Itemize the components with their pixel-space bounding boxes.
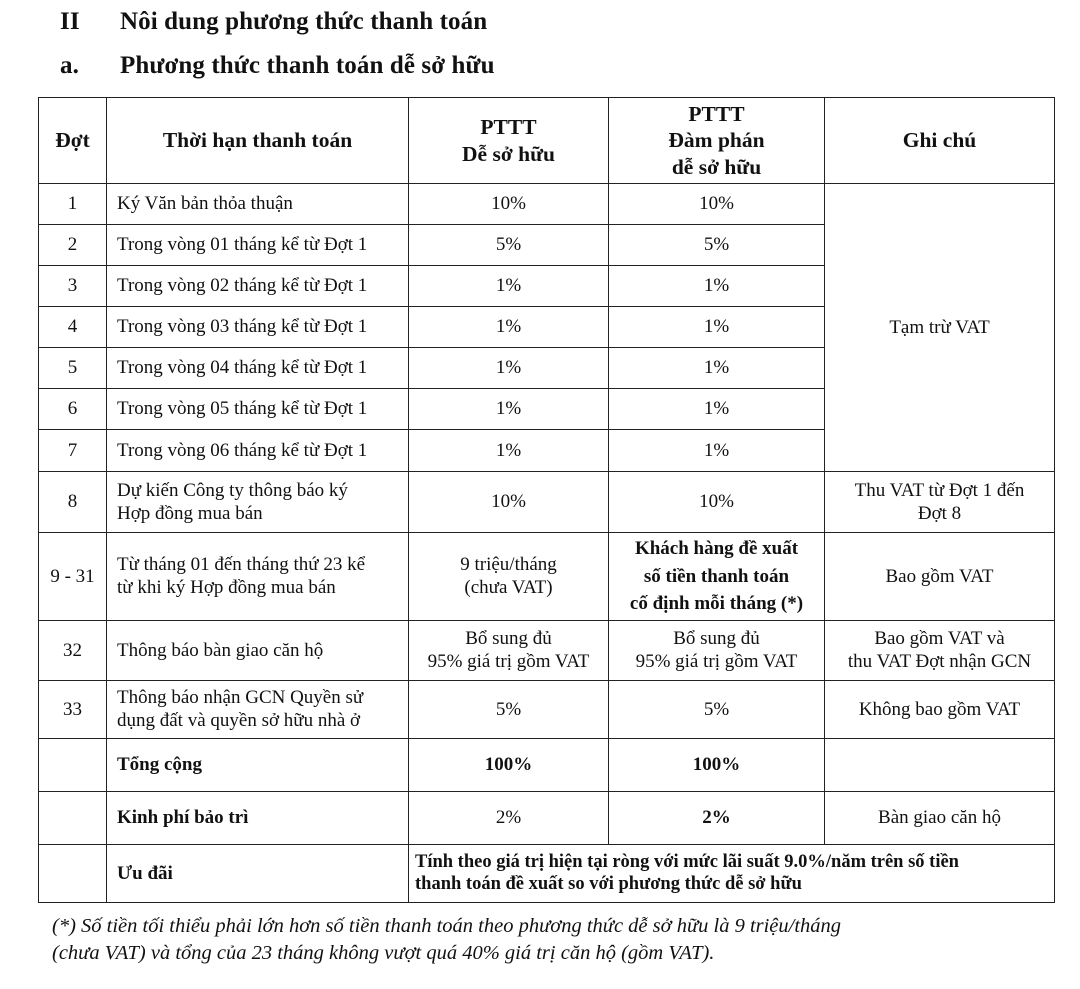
incentive-row (39, 844, 1055, 902)
row-term-line2: từ khi ký Hợp đồng mua bán (117, 577, 336, 599)
subsection-number: a. (60, 52, 79, 79)
total-value-negotiate: 100% (609, 738, 825, 791)
row-note-line1: Thu VAT từ Đợt 1 đến (854, 479, 1025, 501)
maintenance-note: Bàn giao căn hộ (825, 791, 1055, 844)
row-term: Ký Văn bản thỏa thuận (107, 184, 409, 225)
row-value-easy: 10% (409, 184, 609, 225)
table-row (39, 533, 1055, 621)
row-value-negotiate: 5% (609, 225, 825, 266)
maintenance-value-negotiate: 2% (609, 791, 825, 844)
row-value-negotiate (609, 620, 825, 680)
footnote (52, 913, 1062, 966)
row-note (825, 472, 1055, 533)
total-value-easy: 100% (409, 738, 609, 791)
header-pttt-negotiate (609, 98, 825, 184)
row-term-line2: Hợp đồng mua bán (117, 503, 263, 524)
group-note-cell: Tạm trừ VAT (825, 184, 1055, 472)
row-value-easy: 5% (409, 225, 609, 266)
header-term: Thời hạn thanh toán (107, 98, 409, 184)
row-note: Không bao gồm VAT (825, 680, 1055, 738)
row-dot (39, 791, 107, 844)
row-value-negotiate-line3: cố định mỗi tháng (*) (629, 593, 804, 615)
section-title: Nôi dung phương thức thanh toán (120, 8, 488, 35)
incentive-label: Ưu đãi (107, 844, 409, 902)
row-value-negotiate: 1% (609, 266, 825, 307)
row-value-negotiate: 1% (609, 348, 825, 389)
subsection-heading (60, 52, 495, 80)
row-value-negotiate-line2: 95% giá trị gồm VAT (635, 651, 798, 673)
incentive-text-line1: Tính theo giá trị hiện tại ròng với mức lãi suất 9.0%/năm trên số tiền (415, 851, 959, 872)
total-row (39, 738, 1055, 791)
row-value-negotiate: 10% (609, 472, 825, 533)
row-value-negotiate (609, 533, 825, 621)
row-term: Thông báo bàn giao căn hộ (107, 620, 409, 680)
row-term-line1: Dự kiến Công ty thông báo ký (117, 479, 348, 501)
row-term (107, 680, 409, 738)
row-value-easy (409, 533, 609, 621)
table-row (39, 680, 1055, 738)
header-pttt-negotiate-line2: Đàm phán (668, 128, 765, 153)
row-term: Trong vòng 06 tháng kể từ Đợt 1 (107, 430, 409, 472)
footnote-line2: (chưa VAT) và tổng của 23 tháng không vượt quá 40% giá trị căn hộ (gồm VAT). (52, 941, 715, 964)
header-note: Ghi chú (825, 98, 1055, 184)
row-dot (39, 844, 107, 902)
row-value-negotiate-line1: Khách hàng đề xuất (634, 538, 799, 559)
row-value-easy (409, 620, 609, 680)
payment-table (38, 97, 1055, 903)
row-dot: 7 (39, 430, 107, 472)
row-value-easy-line2: (chưa VAT) (464, 577, 553, 599)
row-value-easy: 5% (409, 680, 609, 738)
row-value-easy: 1% (409, 307, 609, 348)
row-term: Trong vòng 03 tháng kể từ Đợt 1 (107, 307, 409, 348)
row-note (825, 620, 1055, 680)
row-term: Trong vòng 02 tháng kể từ Đợt 1 (107, 266, 409, 307)
table-row (39, 620, 1055, 680)
header-pttt-easy-line2: Dễ sở hữu (462, 141, 555, 166)
maintenance-label: Kinh phí bảo trì (107, 791, 409, 844)
row-term: Trong vòng 04 tháng kể từ Đợt 1 (107, 348, 409, 389)
section-heading (60, 8, 487, 36)
row-dot: 5 (39, 348, 107, 389)
row-term-line1: Thông báo nhận GCN Quyền sử (117, 686, 364, 708)
header-pttt-easy (409, 98, 609, 184)
row-term (107, 533, 409, 621)
row-value-easy-line1: Bổ sung đủ (465, 627, 552, 649)
section-number: II (60, 8, 80, 35)
row-dot: 3 (39, 266, 107, 307)
row-value-easy: 10% (409, 472, 609, 533)
row-dot: 8 (39, 472, 107, 533)
row-value-easy: 1% (409, 430, 609, 472)
table-row (39, 472, 1055, 533)
row-dot: 2 (39, 225, 107, 266)
row-term: Trong vòng 05 tháng kể từ Đợt 1 (107, 389, 409, 430)
row-value-easy-line2: 95% giá trị gồm VAT (427, 651, 590, 673)
row-value-negotiate: 1% (609, 307, 825, 348)
row-term (107, 472, 409, 533)
row-dot: 33 (39, 680, 107, 738)
footnote-line1: (*) Số tiền tối thiểu phải lớn hơn số tiền thanh toán theo phương thức dễ sở hữu là 9 triệu/tháng (52, 915, 842, 937)
header-pttt-negotiate-line1: PTTT (688, 102, 745, 127)
table-row (39, 184, 1055, 225)
row-note-line2: Đợt 8 (917, 503, 962, 524)
row-value-negotiate: 1% (609, 389, 825, 430)
header-pttt-negotiate-line3: dễ sở hữu (671, 154, 762, 179)
maintenance-value-easy: 2% (409, 791, 609, 844)
header-dot: Đợt (39, 98, 107, 184)
row-term: Trong vòng 01 tháng kể từ Đợt 1 (107, 225, 409, 266)
row-dot: 1 (39, 184, 107, 225)
subsection-title: Phương thức thanh toán dễ sở hữu (120, 52, 495, 79)
row-value-negotiate: 1% (609, 430, 825, 472)
row-term-line2: dụng đất và quyền sở hữu nhà ở (117, 710, 361, 732)
row-value-negotiate: 10% (609, 184, 825, 225)
total-label: Tổng cộng (107, 738, 409, 791)
row-note-line1: Bao gồm VAT và (874, 627, 1005, 649)
row-dot: 6 (39, 389, 107, 430)
row-value-easy-line1: 9 triệu/tháng (460, 554, 557, 576)
maintenance-row (39, 791, 1055, 844)
row-dot (39, 738, 107, 791)
incentive-text-line2: thanh toán đề xuất so với phương thức dễ sở hữu (415, 874, 802, 895)
row-value-negotiate: 5% (609, 680, 825, 738)
row-value-easy: 1% (409, 348, 609, 389)
row-value-easy: 1% (409, 389, 609, 430)
row-value-easy: 1% (409, 266, 609, 307)
row-term-line1: Từ tháng 01 đến tháng thứ 23 kể (117, 554, 366, 576)
header-pttt-easy-line1: PTTT (480, 115, 537, 140)
row-value-negotiate-line1: Bổ sung đủ (673, 627, 760, 649)
table-header-row (39, 98, 1055, 184)
row-value-negotiate-line2: số tiền thanh toán (643, 565, 790, 587)
row-note (825, 738, 1055, 791)
row-dot: 32 (39, 620, 107, 680)
row-dot: 4 (39, 307, 107, 348)
incentive-text (409, 844, 1055, 902)
row-note-line2: thu VAT Đợt nhận GCN (847, 651, 1032, 673)
row-note: Bao gồm VAT (825, 533, 1055, 621)
row-dot: 9 - 31 (39, 533, 107, 621)
